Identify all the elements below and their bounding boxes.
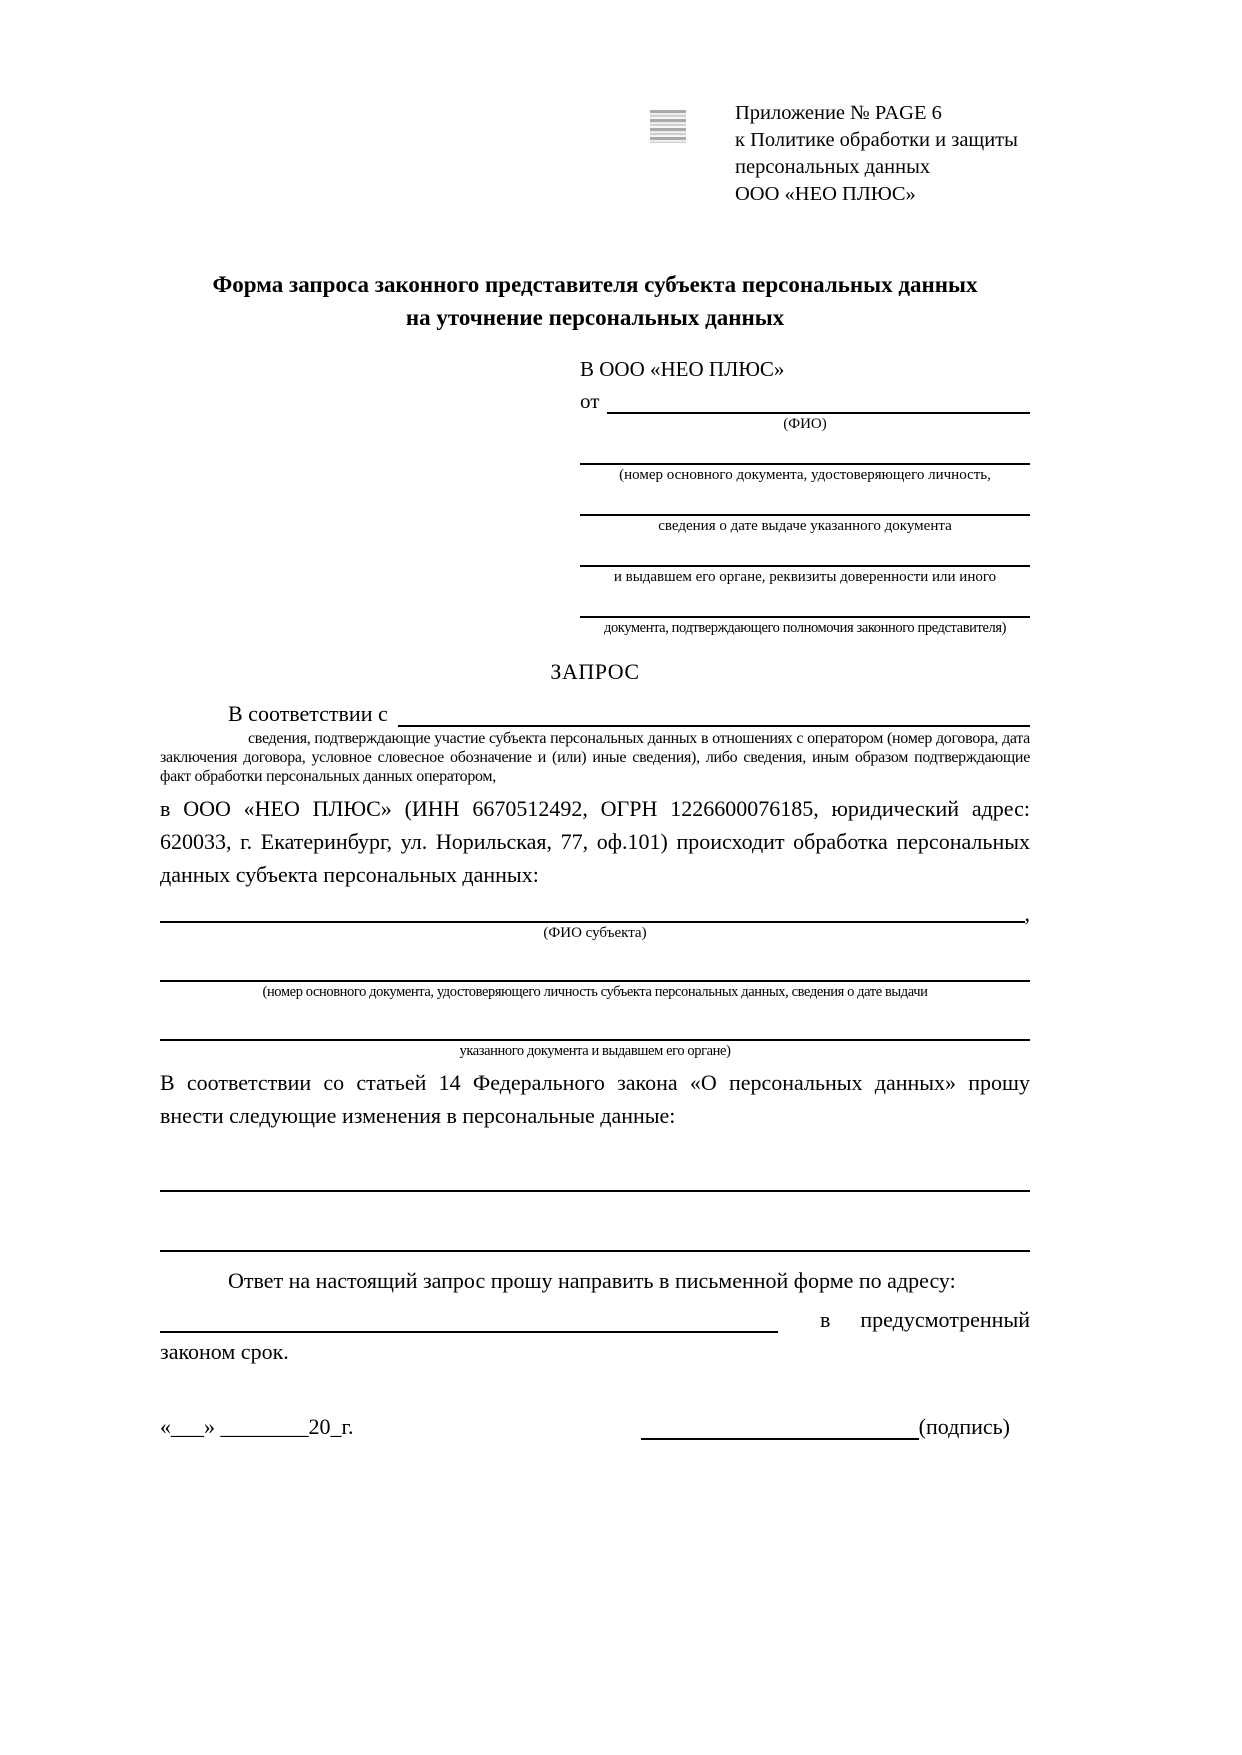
recipient-block	[580, 356, 1030, 637]
appendix-header	[735, 0, 1030, 208]
doc-field-line	[580, 447, 1030, 465]
answer-address-row	[160, 1299, 1030, 1333]
appendix-line: ООО «НЕО ПЛЮС»	[735, 183, 916, 205]
date-signature-row	[160, 1414, 1030, 1440]
answer-in-word: в	[820, 1307, 831, 1332]
from-blank-line	[607, 388, 1030, 414]
date-placeholder: «___» ________20_г.	[160, 1414, 354, 1439]
subject-fio-caption: (ФИО субъекта)	[543, 925, 647, 941]
answer-tail: законом срок.	[160, 1339, 289, 1364]
answer-lead: Ответ на настоящий запрос прошу направить в письменной форме по адресу:	[228, 1268, 956, 1293]
appendix-line: к Политике обработки и защиты	[735, 129, 1018, 151]
intro-blank-line	[398, 699, 1030, 727]
intro-label: В соответствии с	[228, 701, 388, 726]
from-label: от	[580, 389, 600, 413]
subject-doc-caption: (номер основного документа, удостоверяющего личность субъекта персональных данных, сведения о дате выдачи	[262, 984, 928, 1000]
subject-fio-line	[160, 901, 1025, 923]
subject-comma: ,	[1024, 901, 1030, 926]
footnote-text: сведения, подтверждающие участие субъекта персональных данных в отношениях с оператором (номер договора, дата заключения договора, условное словесное обозначение и (или) иные сведения), либо сведения, иным образом подтверждающие факт обработки персональных данных оператором,	[160, 730, 1030, 785]
doc-field-line	[580, 498, 1030, 516]
field-caption: сведения о дате выдаче указанного документа	[658, 518, 952, 534]
form-title	[160, 268, 1030, 334]
signature-line	[641, 1414, 919, 1440]
appendix-line: Приложение № PAGE 6	[735, 102, 942, 124]
recipient-to: В ООО «НЕО ПЛЮС»	[580, 357, 785, 381]
form-title-line1: Форма запроса законного представителя субъекта персональных данных	[212, 272, 978, 297]
answer-deadline-word: предусмотренный	[860, 1307, 1030, 1332]
fio-caption: (ФИО)	[783, 416, 827, 432]
operator-paragraph: в ООО «НЕО ПЛЮС» (ИНН 6670512492, ОГРН 1226600076185, юридический адрес: 620033, г. Екатеринбург, ул. Норильская, 77, оф.101) происходит обработка персональных данных субъекта персональных данных:	[160, 796, 1030, 887]
subject-doc-caption: указанного документа и выдавшем его органе)	[459, 1043, 731, 1059]
field-caption: (номер основного документа, удостоверяющего личность,	[619, 467, 991, 483]
field-caption: документа, подтверждающего полномочия законного представителя)	[603, 620, 1007, 636]
appendix-line: персональных данных	[735, 156, 931, 178]
doc-field-line	[580, 600, 1030, 618]
signature-caption: (подпись)	[918, 1414, 1010, 1439]
request-heading: ЗАПРОС	[550, 659, 640, 684]
signature-block	[641, 1414, 1010, 1440]
subject-fio-row	[160, 901, 1030, 926]
form-title-line2: на уточнение персональных данных	[405, 305, 785, 330]
subject-doc-line	[160, 964, 1030, 982]
field-caption: и выдавшем его органе, реквизиты доверенности или иного	[613, 569, 997, 585]
address-blank-line	[160, 1305, 778, 1333]
intro-row	[160, 697, 1030, 727]
document-content	[160, 0, 1030, 1440]
subject-doc-line	[160, 1023, 1030, 1041]
doc-field-line	[580, 549, 1030, 567]
changes-blank-line	[160, 1230, 1030, 1252]
from-row	[580, 386, 1030, 414]
law-paragraph: В соответствии со статьей 14 Федерального закона «О персональных данных» прошу внести следующие изменения в персональные данные:	[160, 1070, 1030, 1128]
changes-blank-line	[160, 1170, 1030, 1192]
